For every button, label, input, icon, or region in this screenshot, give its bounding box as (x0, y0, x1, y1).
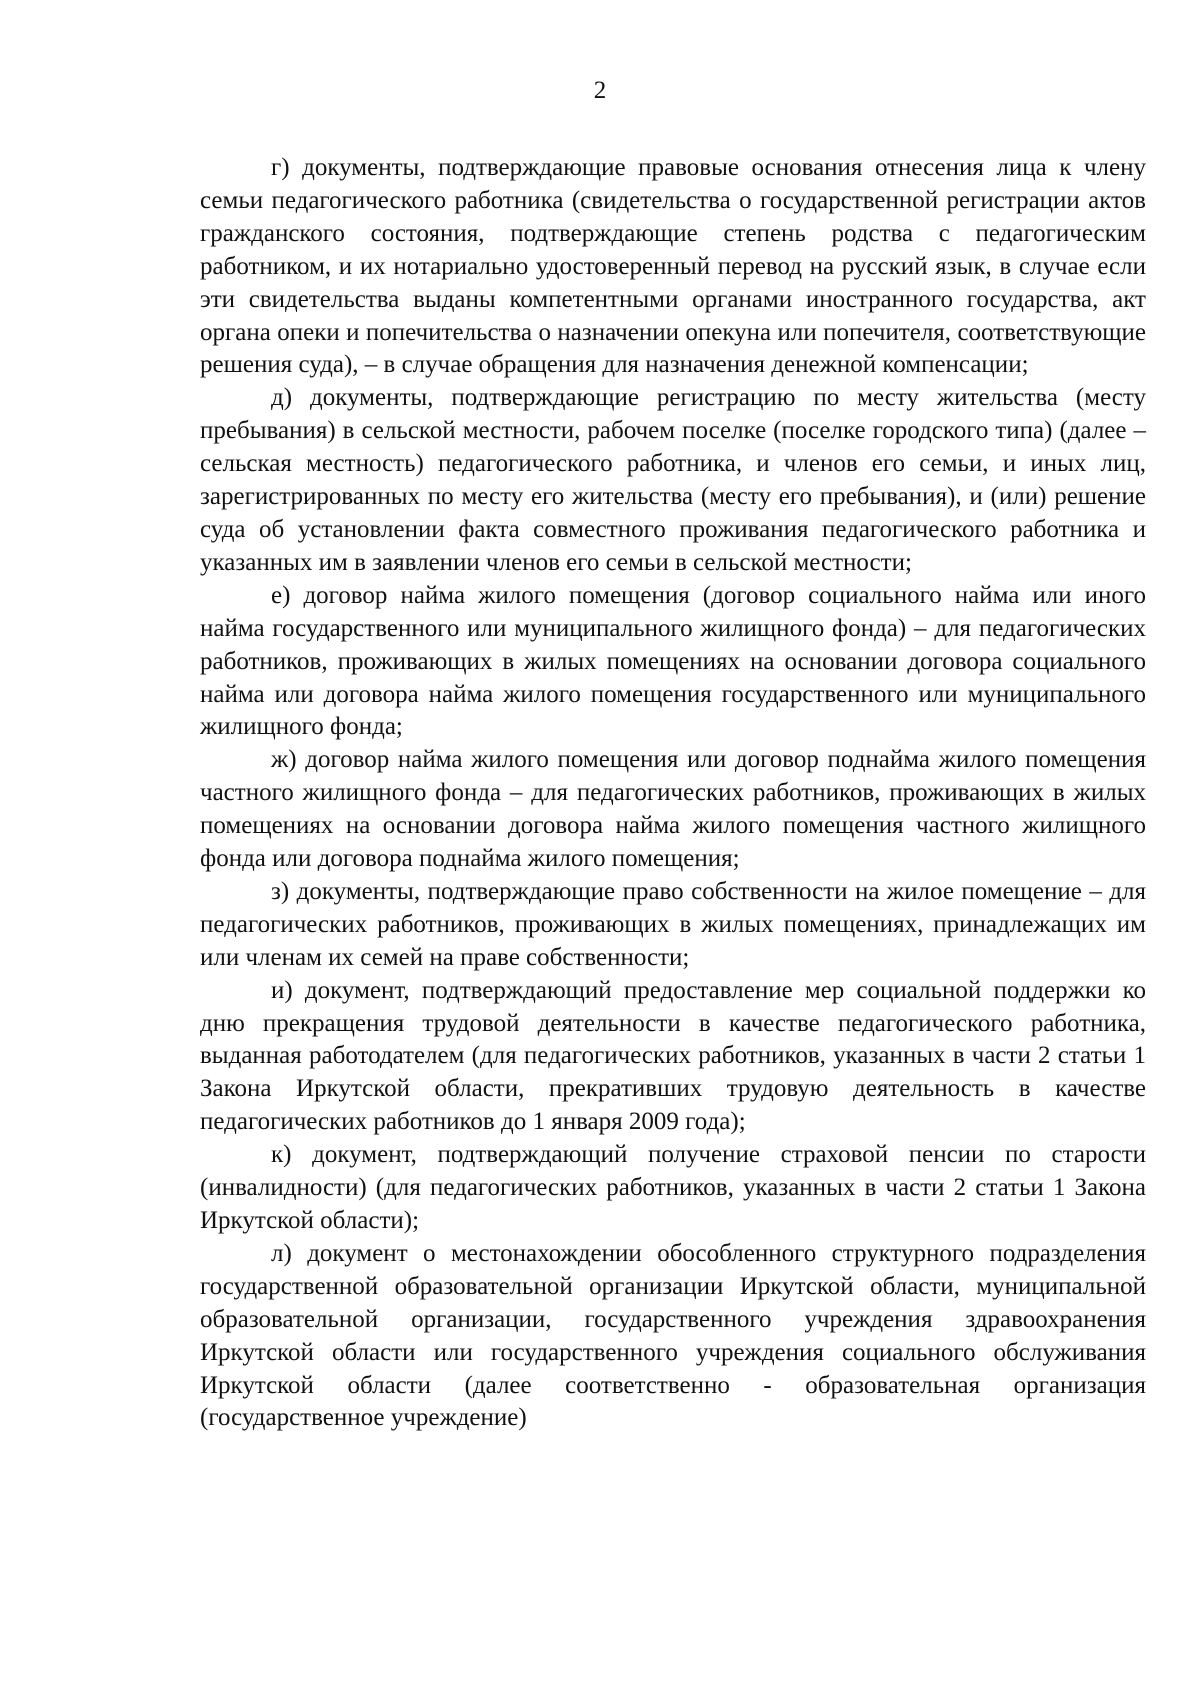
paragraph-i: и) документ, подтверждающий предоставление мер социальной поддержки ко дню прекращения трудовой деятельности в качестве педагогического работника, выданная работодателем (для педагогических работников, указанных в части 2 статьи 1 Закона Иркутской области, прекративших трудовую деятельность в качестве педагогических работников до 1 января 2009 года); (200, 976, 1146, 1136)
paragraph-e: е) договор найма жилого помещения (договор социального найма или иного найма государственного или муниципального жилищного фонда) – для педагогических работников, проживающих в жилых помещениях на основании договора социального найма или договора найма жилого помещения государственного или муниципального жилищного фонда; (200, 581, 1146, 741)
paragraph-zh: ж) договор найма жилого помещения или договор поднайма жилого помещения частного жилищного фонда – для педагогических работников, проживающих в жилых помещениях на основании договора найма жилого помещения частного жилищного фонда или договора поднайма жилого помещения; (200, 746, 1146, 873)
page-number: 2 (593, 77, 607, 104)
document-body (200, 152, 1146, 1435)
paragraph-d: д) документы, подтверждающие регистрацию по месту жительства (месту пребывания) в сельской местности, рабочем поселке (поселке городского типа) (далее – сельская местность) педагогического работника, и членов его семьи, и иных лиц, зарегистрированных по месту его жительства (месту его пребывания), и (или) решение суда об установлении факта совместного проживания педагогического работника и указанных им в заявлении членов его семьи в сельской местности; (200, 384, 1146, 576)
paragraph-l: л) документ о местонахождении обособленного структурного подразделения государственной образовательной организации Иркутской области, муниципальной образовательной организации, государственного учреждения здравоохранения Иркутской области или государственного учреждения социального обслуживания Иркутской области (далее соответственно - образовательная организация (государственное учреждение) (200, 1239, 1146, 1432)
paragraph-z: з) документы, подтверждающие право собственности на жилое помещение – для педагогических работников, проживающих в жилых помещениях, принадлежащих им или членам их семей на праве собственности; (200, 877, 1146, 971)
paragraph-g: г) документы, подтверждающие правовые основания отнесения лица к члену семьи педагогического работника (свидетельства о государственной регистрации актов гражданского состояния, подтверждающие степень родства с педагогическим работником, и их нотариально удостоверенный перевод на русский язык, в случае если эти свидетельства выданы компетентными органами иностранного государства, акт органа опеки и попечительства о назначении опекуна или попечителя, соответствующие решения суда), – в случае обращения для назначения денежной компенсации; (200, 154, 1146, 379)
paragraph-k: к) документ, подтверждающий получение страховой пенсии по старости (инвалидности) (для педагогических работников, указанных в части 2 статьи 1 Закона Иркутской области); (200, 1141, 1146, 1234)
